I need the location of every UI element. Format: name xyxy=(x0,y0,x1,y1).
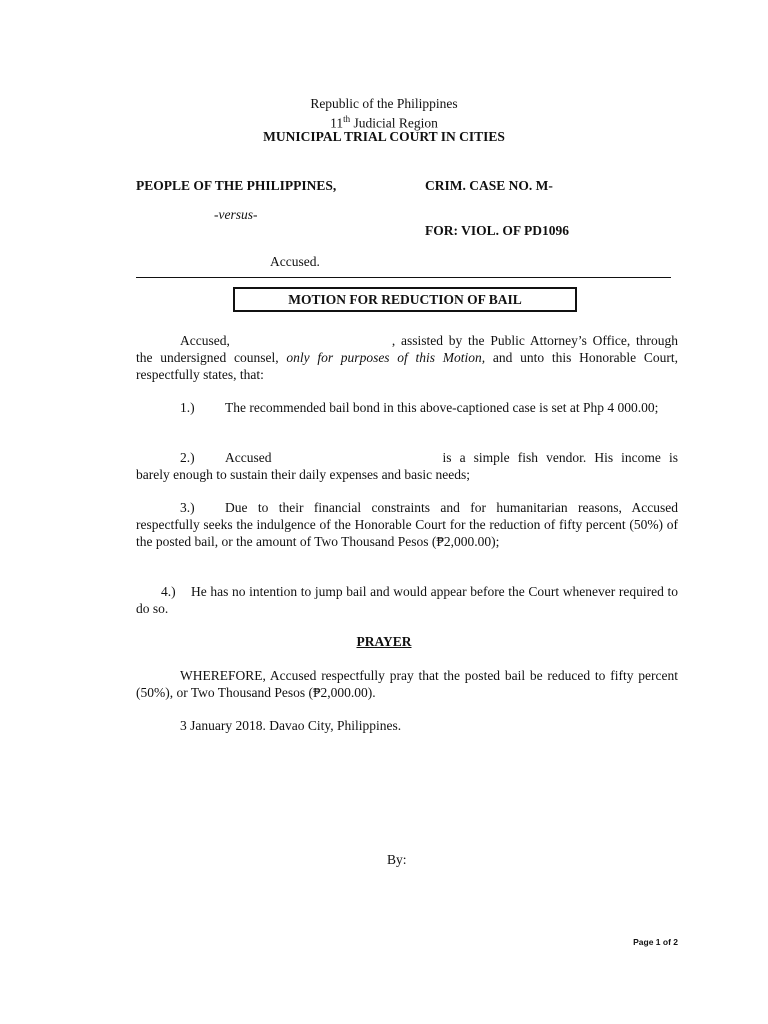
region-suffix: th xyxy=(343,114,351,124)
accused-label: Accused. xyxy=(270,254,320,269)
item-text: He has no intention to jump bail and would appear before the Court whenever required to do so. xyxy=(136,584,678,616)
prayer-paragraph: WHEREFORE, Accused respectfully pray that the posted bail be reduced to fifty percent (50%), or Two Thousand Pesos (₱2,000.00). xyxy=(136,668,678,700)
item-text: Due to their financial constraints and for humanitarian reasons, Accused respectfully seeks the indulgence of the Honorable Court for the reduction of fifty percent (50%) of the posted bail, or the amount of Two Thousand Pesos (₱2,000.00); xyxy=(136,500,678,549)
versus-label: -versus- xyxy=(214,207,258,222)
intro-accused: Accused, xyxy=(180,333,230,348)
case-number: CRIM. CASE NO. M- xyxy=(425,178,553,193)
date-line: 3 January 2018. Davao City, Philippines. xyxy=(180,718,402,733)
republic-line: Republic of the Philippines xyxy=(310,96,458,111)
intro-paragraph xyxy=(136,332,678,383)
violation-label: FOR: VIOL. OF PD1096 xyxy=(425,223,569,238)
motion-title-box xyxy=(233,287,577,312)
item-number: 2.) xyxy=(180,450,195,465)
item-number: 1.) xyxy=(180,400,195,415)
item-text: is a simple fish vendor. His income is barely enough to sustain their daily expenses and basic needs; xyxy=(136,450,678,482)
prayer-heading: PRAYER xyxy=(356,634,412,649)
intro-closing: and unto this Honorable Court, respectfully states, that: xyxy=(136,350,678,382)
motion-title: MOTION FOR REDUCTION OF BAIL xyxy=(288,292,522,307)
list-item xyxy=(136,499,678,550)
item-number: 3.) xyxy=(180,500,195,515)
item-text: Accused xyxy=(225,450,272,465)
list-item xyxy=(136,583,678,617)
plaintiff-name: PEOPLE OF THE PHILIPPINES, xyxy=(136,178,337,193)
by-label: By: xyxy=(387,852,407,867)
list-item xyxy=(136,449,678,483)
page-number: Page 1 of 2 xyxy=(633,937,678,947)
region-number: 11 xyxy=(330,115,344,131)
court-name: MUNICIPAL TRIAL COURT IN CITIES xyxy=(263,129,505,144)
list-item xyxy=(136,399,678,416)
item-number: 4.) xyxy=(161,584,176,599)
intro-text: , assisted by the Public Attorney’s Office, through the undersigned counsel, xyxy=(136,333,678,365)
item-text: The recommended bail bond in this above-captioned case is set at Php 4 000.00; xyxy=(225,400,659,415)
intro-italic: only for purposes of this Motion, xyxy=(286,350,486,365)
region-text: Judicial Region xyxy=(350,115,438,131)
caption-divider xyxy=(136,277,671,278)
